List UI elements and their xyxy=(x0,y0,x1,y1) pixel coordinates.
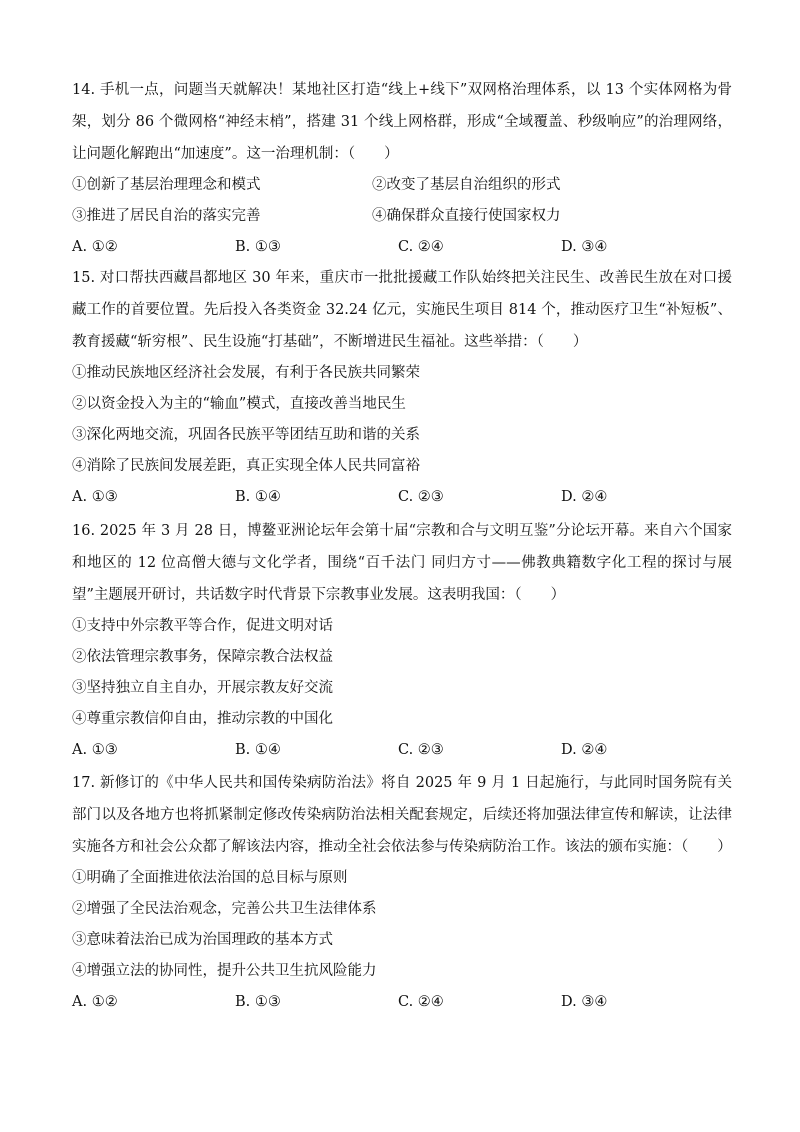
answer-choices xyxy=(72,482,732,513)
option-1: ①明确了全面推进依法治国的总目标与原则 xyxy=(72,870,348,886)
option-4: ④确保群众直接行使国家权力 xyxy=(372,208,561,224)
choice-d: D. ②④ xyxy=(561,489,608,505)
choice-d: D. ②④ xyxy=(561,742,608,758)
answer-choices xyxy=(72,987,732,1018)
choice-b: B. ①④ xyxy=(235,742,281,758)
choice-a: A. ①③ xyxy=(72,489,118,505)
choice-c: C. ②④ xyxy=(398,994,444,1010)
choice-b: B. ①④ xyxy=(235,489,281,505)
choice-a: A. ①② xyxy=(72,239,118,255)
choice-c: C. ②④ xyxy=(398,239,444,255)
question-stem: 15. 对口帮扶西藏昌都地区 30 年来，重庆市一批批援藏工作队始终把关注民生、改善民生放在对口援藏工作的首要位置。先后投入各类资金 32.24 亿元，实施民生项目 814 个，推动医疗卫生“补短板”、教育援藏“斩穷根”、民生设施“打基础”，不断增进民生福祉。这些举措：（ ） xyxy=(72,270,732,350)
choice-a: A. ①③ xyxy=(72,742,118,758)
option-1: ①支持中外宗教平等合作，促进文明对话 xyxy=(72,618,333,634)
option-3: ③推进了居民自治的落实完善 xyxy=(72,208,261,224)
option-row xyxy=(72,170,732,201)
option-3: ③坚持独立自主自办，开展宗教友好交流 xyxy=(72,680,333,696)
question-14 xyxy=(72,74,732,263)
question-stem: 14. 手机一点，问题当天就解决！某地社区打造“线上+线下”双网格治理体系，以 13 个实体网格为骨架，划分 86 个微网格“神经末梢”，搭建 31 个线上网格群，形成“全域覆盖、秒级响应”的治理网络，让问题化解跑出“加速度”。这一治理机制：（ ） xyxy=(72,82,732,162)
choice-c: C. ②③ xyxy=(398,742,444,758)
answer-choices xyxy=(72,735,732,766)
option-2: ②依法管理宗教事务，保障宗教合法权益 xyxy=(72,649,333,665)
choice-a: A. ①② xyxy=(72,994,118,1010)
choice-c: C. ②③ xyxy=(398,489,444,505)
answer-choices xyxy=(72,232,732,263)
question-stem: 17. 新修订的《中华人民共和国传染病防治法》将自 2025 年 9 月 1 日起施行，与此同时国务院有关部门以及各地方也将抓紧制定修改传染病防治法相关配套规定，后续还将加强法律宣传和解读，让法律实施各方和社会公众都了解该法内容，推动全社会依法参与传染病防治工作。该法的颁布实施：（ ） xyxy=(72,775,732,855)
option-1: ①推动民族地区经济社会发展，有利于各民族共同繁荣 xyxy=(72,365,420,381)
option-4: ④尊重宗教信仰自由，推动宗教的中国化 xyxy=(72,711,333,727)
option-4: ④消除了民族间发展差距，真正实现全体人民共同富裕 xyxy=(72,458,420,474)
choice-d: D. ③④ xyxy=(561,994,608,1010)
option-4: ④增强立法的协同性，提升公共卫生抗风险能力 xyxy=(72,963,377,979)
option-row xyxy=(72,201,732,232)
question-16 xyxy=(72,515,732,766)
option-1: ①创新了基层治理理念和模式 xyxy=(72,177,261,193)
option-2: ②增强了全民法治观念，完善公共卫生法律体系 xyxy=(72,901,377,917)
question-15 xyxy=(72,262,732,513)
option-2: ②以资金投入为主的“输血”模式，直接改善当地民生 xyxy=(72,396,406,412)
option-2: ②改变了基层自治组织的形式 xyxy=(372,177,561,193)
choice-b: B. ①③ xyxy=(235,239,281,255)
option-3: ③深化两地交流，巩固各民族平等团结互助和谐的关系 xyxy=(72,427,420,443)
choice-d: D. ③④ xyxy=(561,239,608,255)
option-3: ③意味着法治已成为治国理政的基本方式 xyxy=(72,932,333,948)
question-17 xyxy=(72,767,732,1018)
question-stem: 16. 2025 年 3 月 28 日，博鳌亚洲论坛年会第十届“宗教和合与文明互鉴”分论坛开幕。来自六个国家和地区的 12 位高僧大德与文化学者，围绕“百千法门 同归方寸——佛教典籍数字化工程的探讨与展望”主题展开研讨，共话数字时代背景下宗教事业发展。这表明我国：（ ） xyxy=(72,523,732,603)
choice-b: B. ①③ xyxy=(235,994,281,1010)
